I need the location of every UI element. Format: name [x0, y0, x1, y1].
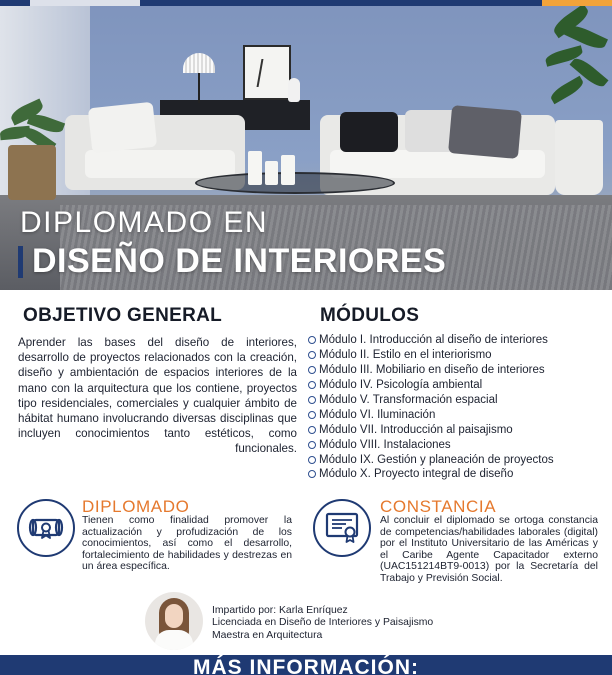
hero-title — [18, 206, 578, 284]
pillow — [448, 105, 522, 159]
lamp-pole — [198, 73, 200, 103]
bullet-icon — [308, 441, 316, 449]
module-item — [308, 422, 608, 437]
bullet-icon — [308, 396, 316, 404]
module-item — [308, 407, 608, 422]
instructor-name: Impartido por: Karla Enríquez — [212, 605, 348, 616]
module-item — [308, 437, 608, 452]
bullet-icon — [308, 411, 316, 419]
instructor-degree: Licenciada en Diseño de Interiores y Paisajismo — [212, 617, 434, 629]
avatar-body — [155, 630, 193, 650]
instructor-info — [212, 605, 433, 642]
module-item — [308, 393, 608, 408]
diplomado-text: Tienen como finalidad promover la actualización y profudización de los conocimientos, así como el desarrollo, fortalecimiento de habilidades y destrezas en un área específica. — [82, 515, 292, 573]
module-label: Módulo VII. Introducción al paisajismo — [319, 423, 513, 436]
bullet-icon — [308, 426, 316, 434]
objective-text: Aprender las bases del diseño de interiores, desarrollo de proyectos relacionados con la creación, diseño y ambientación de espacios interiores de la mano con la arquitectura que los contiene, proyectos tipo residenciales, comerciales y cualquier ámbito de hábitat humano involucrando diversas disciplinas que incluyen conocimientos tanto estéticos, como funcionales. — [18, 336, 297, 456]
bullet-icon — [308, 336, 316, 344]
module-label: Módulo VIII. Instalaciones — [319, 438, 451, 451]
bullet-icon — [308, 381, 316, 389]
title-accent-bar — [18, 246, 23, 278]
module-item — [308, 363, 608, 378]
module-item — [308, 378, 608, 393]
hero-banner — [0, 0, 612, 290]
objective-heading: OBJETIVO GENERAL — [23, 305, 223, 326]
avatar — [145, 592, 203, 650]
top-accent-bar — [30, 0, 140, 6]
modules-list — [308, 333, 608, 482]
pillow — [340, 112, 398, 152]
bullet-icon — [308, 366, 316, 374]
plant-pot — [555, 120, 603, 195]
constancia-heading: CONSTANCIA — [380, 497, 497, 516]
sofa-left-seat — [85, 150, 235, 178]
modules-heading: MÓDULOS — [320, 305, 420, 326]
pillow — [88, 102, 157, 154]
instructor-masters: Maestra en Arquitectura — [212, 629, 323, 641]
lamp-icon — [183, 53, 215, 73]
more-info-label: MÁS INFORMACIÓN: — [193, 656, 419, 675]
module-label: Módulo IV. Psicología ambiental — [319, 379, 483, 392]
module-label: Módulo V. Transformación espacial — [319, 394, 498, 406]
diplomado-heading: DIPLOMADO — [82, 497, 190, 516]
wall-picture — [243, 45, 291, 100]
module-label: Módulo III. Mobiliario en diseño de interiores — [319, 364, 545, 377]
module-label: Módulo IX. Gestión y planeación de proyectos — [319, 453, 554, 466]
hero-title-line1: DIPLOMADO EN — [20, 206, 269, 239]
certificate-icon — [313, 499, 371, 557]
module-label: Módulo X. Proyecto integral de diseño — [319, 468, 514, 481]
top-accent-bar — [542, 0, 612, 6]
hero-vase — [288, 78, 300, 102]
bullet-icon — [308, 456, 316, 464]
bullet-icon — [308, 470, 316, 478]
module-label: Módulo I. Introducción al diseño de interiores — [319, 334, 548, 347]
constancia-text: Al concluir el diplomado se ortoga constancia de competencias/habilidades laborales (digital) por el Instituto Universitario de las Américas y el Caribe Agente Capacitador externo (UAC151214BT9-0013) por la Secretaría del Trabajo y Previsión Social. — [380, 515, 598, 584]
module-label: Módulo VI. Iluminación — [319, 408, 436, 421]
module-item — [308, 452, 608, 467]
hero-title-line2: DISEÑO DE INTERIORES — [32, 242, 447, 280]
module-item — [308, 348, 608, 363]
plant-pot — [8, 145, 56, 200]
bullet-icon — [308, 351, 316, 359]
avatar-face — [165, 604, 183, 628]
module-item — [308, 467, 608, 482]
module-label: Módulo II. Estilo en el interiorismo — [319, 349, 492, 362]
footer-bar — [0, 655, 612, 675]
candles — [248, 145, 296, 185]
diploma-scroll-icon — [17, 499, 75, 557]
module-item — [308, 333, 608, 348]
